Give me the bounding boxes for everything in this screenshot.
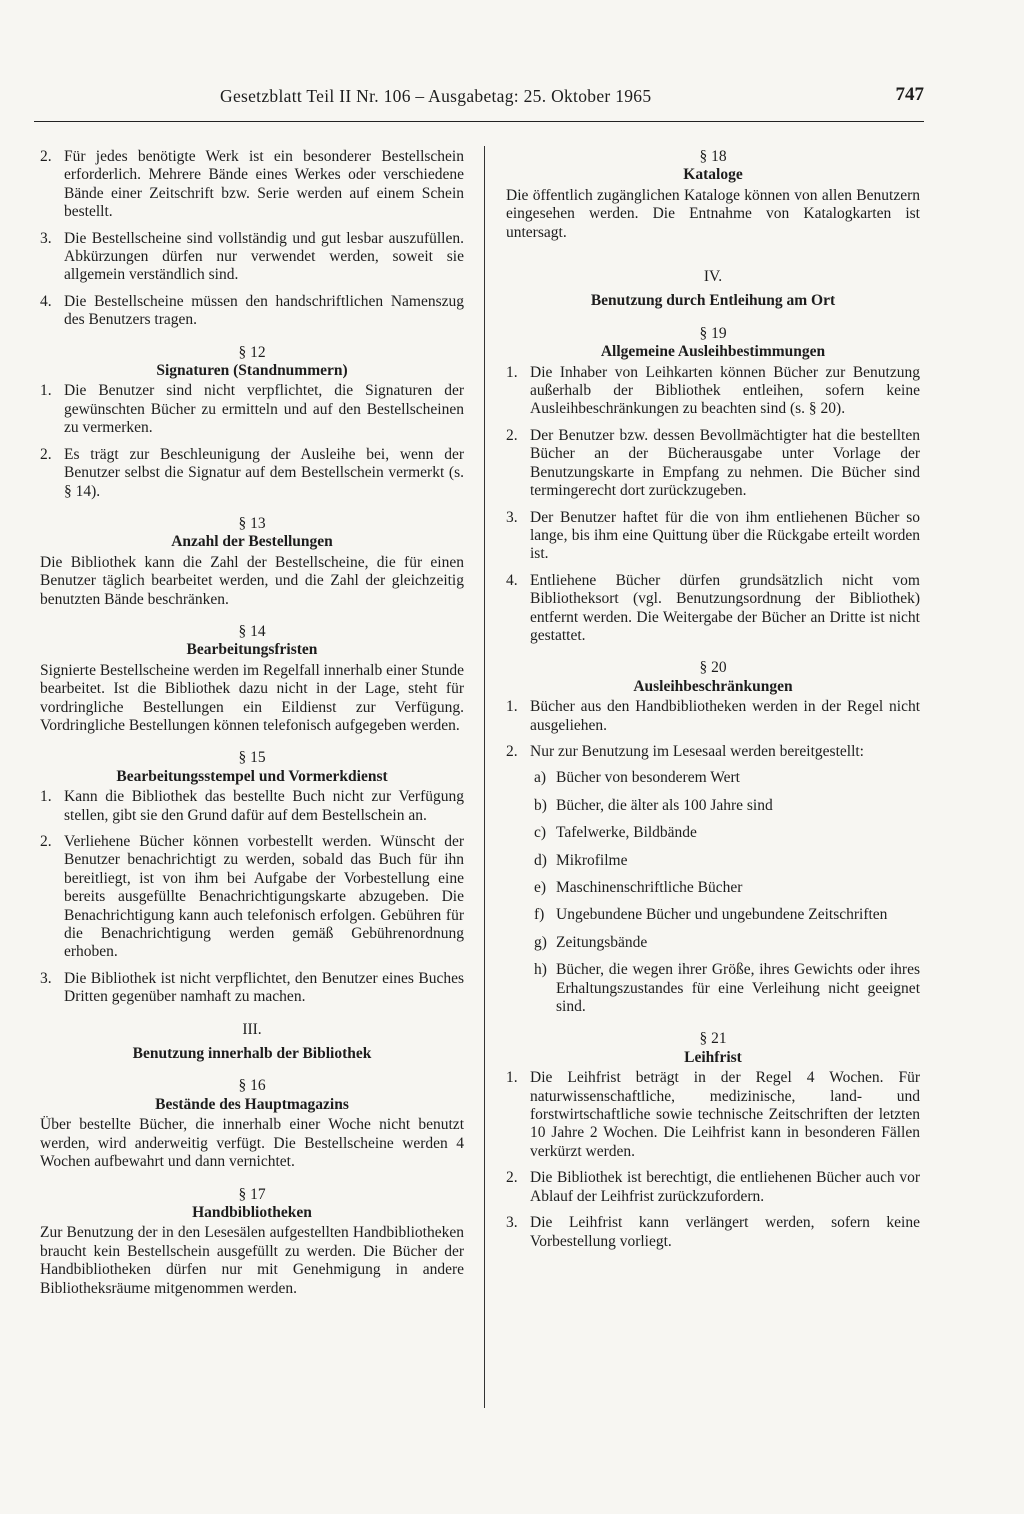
section-title: Allgemeine Ausleihbestimmungen: [600, 343, 826, 361]
item-number: 3.: [40, 969, 52, 987]
sub-item-text: Bücher, die älter als 100 Jahre sind: [556, 796, 773, 814]
sub-item: [506, 797, 920, 815]
sub-item: [506, 769, 920, 787]
list-item: [40, 382, 464, 437]
section-number: § 18: [699, 148, 727, 165]
list-item: [506, 364, 920, 419]
item-number: 3.: [506, 1214, 518, 1232]
item-number: 1.: [506, 1069, 518, 1087]
part-title: Benutzung durch Entleihung am Ort: [590, 292, 836, 310]
item-text: Die Benutzer sind nicht verpflichtet, die Signaturen der gewünschten Bücher zu ermitteln und auf den Bestellscheinen zu vermerken.: [64, 382, 464, 437]
list-item: [506, 427, 920, 501]
right-column: [506, 148, 920, 1259]
sub-item-letter: a): [534, 769, 547, 787]
section-title: Bearbeitungsstempel und Vormerkdienst: [116, 767, 388, 785]
section-number: § 17: [238, 1185, 266, 1203]
list-item: [506, 698, 920, 735]
part-number: IV.: [703, 268, 723, 286]
list-item: [506, 1069, 920, 1161]
section-title: Bearbeitungsfristen: [186, 641, 318, 659]
item-text: Die Leihfrist beträgt in der Regel 4 Wochen. Für naturwissenschaftliche, medizinische, land- und forstwirtschaftliche sowie technische Zeitschriften der letzten 10 Jahre 2 Wochen. Die Leihfrist kann in besonderen Fällen verkürzt werden.: [530, 1069, 920, 1160]
item-number: 2.: [506, 426, 518, 444]
list-item: [40, 788, 464, 825]
list-item: [40, 293, 464, 330]
section-number: § 16: [238, 1077, 266, 1095]
item-number: 3.: [40, 229, 52, 247]
section-paragraph: Signierte Bestellscheine werden im Regelfall innerhalb einer Stunde bearbeitet. Ist die Bibliothek dazu nicht in der Lage, steht für vordringliche Bestellungen ein Eildienst zur Verfügung. Vordringliche Bestellungen können telefonisch aufgegeben werden.: [40, 661, 464, 734]
item-text: Die Bibliothek ist berechtigt, die entliehenen Bücher auch vor Ablauf der Leihfrist zurückzufordern.: [530, 1169, 920, 1205]
list-item: [506, 1214, 920, 1251]
header-title: Gesetzblatt Teil II Nr. 106 – Ausgabetag: 25. Oktober 1965: [220, 86, 652, 106]
item-number: 1.: [40, 788, 52, 806]
sub-item: [506, 906, 920, 924]
item-number: 4.: [40, 292, 52, 310]
sub-item-text: Zeitungsbände: [556, 933, 648, 951]
list-item: [40, 446, 464, 501]
sub-item-letter: c): [534, 824, 547, 842]
list-item: [40, 148, 464, 222]
sub-item: [506, 824, 920, 842]
sub-item-text: Mikrofilme: [556, 851, 628, 869]
sub-item-letter: f): [534, 906, 545, 924]
sub-item-letter: b): [534, 796, 547, 814]
column-divider: [484, 146, 485, 1408]
section-number: § 14: [238, 622, 266, 640]
list-item: [40, 970, 464, 1007]
item-text: Entliehene Bücher dürfen grundsätzlich nicht vom Bibliotheksort (vgl. Benutzungsordnung der Bibliothek) entfernt werden. Die Weitergabe der Bücher an Dritte ist nicht gestattet.: [530, 571, 920, 644]
item-text: Der Benutzer haftet für die von ihm entliehenen Bücher so lange, bis ihm eine Quittung über die Rückgabe erteilt worden ist.: [530, 508, 920, 563]
section-paragraph: Über bestellte Bücher, die innerhalb einer Woche nicht benutzt werden, wird anderweitig verfügt. Die Bestellscheine werden 4 Wochen aufbewahrt und dann vernichtet.: [40, 1116, 464, 1171]
sub-item-text: Bücher von besonderem Wert: [556, 769, 740, 787]
sub-item-letter: h): [534, 961, 547, 979]
item-text: Verliehene Bücher können vorbestellt werden. Wünscht der Benutzer benachrichtigt zu werden, sobald das Buch für ihn bereitliegt, ist von ihm bei Aufgabe der Vorbestellung eine bereits ausgefüllte Benachrichtigungskarte abzugeben. Die Benachrichtigung kann auch telefonisch erfolgen. Gebühren für die Benachrichtigung werden gemäß Gebührenordnung erhoben.: [64, 833, 464, 961]
section-title: Signaturen (Standnummern): [156, 362, 348, 380]
sub-item-letter: e): [534, 879, 547, 896]
item-number: 1.: [506, 698, 518, 716]
item-text: Kann die Bibliothek das bestellte Buch nicht zur Verfügung stellen, gibt sie den Grund dafür auf dem Bestellschein an.: [64, 788, 464, 824]
section-title: Anzahl der Bestellungen: [171, 533, 333, 551]
section-number: § 21: [699, 1030, 727, 1048]
section-paragraph: Die Bibliothek kann die Zahl der Bestellscheine, die für einen Benutzer täglich bearbeitet werden, und die Zahl der gleichzeitig benutzten Bände beschränken.: [40, 553, 464, 608]
sub-item: [506, 961, 920, 1016]
item-number: 2.: [40, 148, 52, 165]
sub-item: [506, 934, 920, 952]
item-text: Es trägt zur Beschleunigung der Ausleihe bei, wenn der Benutzer selbst die Signatur auf dem Bestellschein vermerkt (s. § 14).: [64, 445, 464, 500]
item-text: Bücher aus den Handbibliotheken werden in der Regel nicht ausgeliehen.: [530, 698, 920, 734]
item-number: 2.: [40, 833, 52, 850]
sub-item: [506, 879, 920, 897]
sub-item: [506, 852, 920, 870]
sub-item-letter: g): [534, 933, 547, 951]
item-text: Der Benutzer bzw. dessen Bevollmächtigter hat die bestellten Bücher an der Bücherausgabe unter Vorlage der Benutzungskarte in Empfang zu nehmen. Die Bücher sind termingerecht dort zurückzugeben.: [530, 426, 920, 500]
list-item: [506, 743, 920, 761]
page-header: [34, 84, 924, 114]
item-text: Die Bestellscheine sind vollständig und gut lesbar auszufüllen. Abkürzungen dürfen nur verwendet werden, soweit sie allgemein verständlich sind.: [64, 229, 464, 284]
item-text: Die Leihfrist kann verlängert werden, sofern keine Vorbestellung vorliegt.: [530, 1214, 920, 1250]
list-item: [40, 230, 464, 285]
item-number: 4.: [506, 571, 518, 589]
item-number: 1.: [506, 363, 518, 381]
list-item: [506, 509, 920, 564]
section-paragraph: Die öffentlich zugänglichen Kataloge können von allen Benutzern eingesehen werden. Die Entnahme von Katalogkarten ist untersagt.: [506, 186, 920, 241]
item-number: 2.: [506, 1169, 518, 1187]
item-text: Die Bestellscheine müssen den handschriftlichen Namenszug des Benutzers tragen.: [64, 292, 464, 329]
sub-item-text: Tafelwerke, Bildbände: [556, 824, 697, 842]
part-title: Benutzung innerhalb der Bibliothek: [132, 1045, 372, 1063]
item-text: Für jedes benötigte Werk ist ein besonderer Bestellschein erforderlich. Mehrere Bände eines Werkes oder verschiedene Bände einer Zeitschrift bzw. Serie werden auf einem Schein bestellt.: [64, 148, 464, 221]
section-number: § 20: [699, 659, 727, 677]
section-number: § 15: [238, 749, 266, 767]
list-item: [506, 1169, 920, 1206]
item-number: 2.: [40, 445, 52, 463]
section-title: Kataloge: [683, 166, 743, 184]
item-number: 3.: [506, 508, 518, 526]
item-text: Nur zur Benutzung im Lesesaal werden bereitgestellt:: [530, 742, 864, 760]
item-number: 2.: [506, 742, 518, 760]
section-title: Bestände des Hauptmagazins: [155, 1095, 349, 1113]
section-title: Leihfrist: [684, 1048, 742, 1066]
part-number: III.: [242, 1020, 262, 1038]
page-number: 747: [895, 84, 924, 105]
section-number: § 13: [238, 514, 266, 532]
item-number: 1.: [40, 382, 52, 400]
section-number: § 12: [238, 343, 266, 361]
item-text: Die Inhaber von Leihkarten können Bücher zur Benutzung außerhalb der Bibliothek entleihen, sofern keine Ausleihbeschränkungen zu beachten sind (s. § 20).: [530, 363, 920, 418]
sub-item-text: Bücher, die wegen ihrer Größe, ihres Gewichts oder ihres Erhaltungszustandes für eine Verleihung nicht geeignet sind.: [556, 961, 920, 1016]
item-text: Die Bibliothek ist nicht verpflichtet, den Benutzer eines Buches Dritten gegenüber namhaft zu machen.: [64, 969, 464, 1006]
sub-item-letter: d): [534, 851, 547, 869]
sub-item-text: Ungebundene Bücher und ungebundene Zeitschriften: [556, 906, 888, 924]
section-number: § 19: [699, 324, 727, 342]
list-item: [40, 833, 464, 962]
section-title: Handbibliotheken: [192, 1203, 312, 1221]
sub-item-text: Maschinenschriftliche Bücher: [556, 879, 743, 896]
header-rule: [34, 121, 924, 122]
section-title: Ausleihbeschränkungen: [633, 677, 793, 695]
list-item: [506, 572, 920, 646]
section-paragraph: Zur Benutzung der in den Lesesälen aufgestellten Handbibliotheken braucht kein Bestellschein ausgefüllt zu werden. Die Bücher der Handbibliotheken dürfen nur mit Genehmigung in andere Bibliotheksräume mitgenommen werden.: [40, 1224, 464, 1297]
left-column: [40, 148, 464, 1298]
